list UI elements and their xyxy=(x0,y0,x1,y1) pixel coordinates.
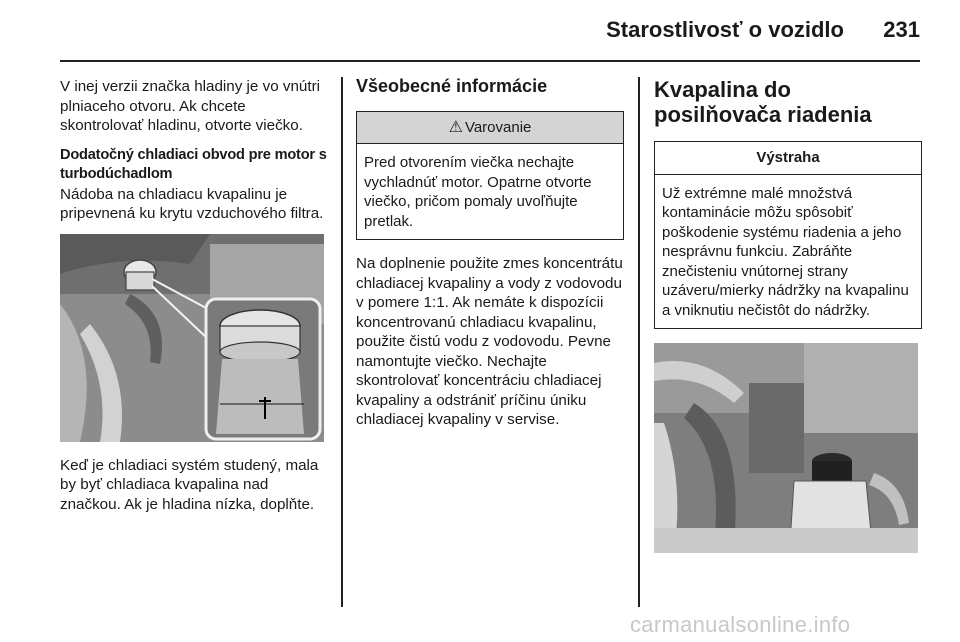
power-steering-heading: Kvapalina do posilňovača riadenia xyxy=(654,77,872,127)
warning-box-header xyxy=(357,112,623,145)
caution-text: Už extrémne malé množstvá kontaminácie môžu spôsobiť poškodenie systému riadenia a jeho nesprávnu funkciu. Zabráňte znečisteniu vnútornej strany uzáveru/mierky nádržky na kvapalinu a vniknutiu nečistôt do nádržky. xyxy=(662,184,909,319)
page-number: 231 xyxy=(883,17,920,42)
warning-title: Varovanie xyxy=(464,118,532,136)
reservoir-paragraph: Nádoba na chladiacu kvapalinu je pripevnená ku krytu vzduchového filtra. xyxy=(60,185,324,222)
column-3 xyxy=(654,77,922,553)
column-divider-2 xyxy=(638,77,640,607)
section-title: Starostlivosť o vozidlo xyxy=(606,17,844,42)
power-steering-reservoir-photo xyxy=(654,343,918,553)
warning-text: Pred otvorením viečka nechajte vychladnúť motor. Opatrne otvorte viečko, pričom pomaly uvoľňujte pretlak. xyxy=(364,154,592,230)
column-2 xyxy=(356,77,624,440)
caution-box xyxy=(654,141,922,329)
warning-triangle-icon: ⚠ xyxy=(448,118,463,136)
column-divider-1 xyxy=(341,77,343,607)
coolant-reservoir-photo xyxy=(60,234,324,442)
column-1 xyxy=(60,77,332,524)
general-info-heading: Všeobecné informácie xyxy=(356,76,548,96)
caution-title: Výstraha xyxy=(655,142,921,175)
turbo-cooling-subheading: Dodatočný chladiaci obvod pre motor s turbodúchadlom xyxy=(60,146,327,182)
warning-box xyxy=(356,111,624,241)
intro-paragraph: V inej verzii značka hladiny je vo vnútri plniaceho otvoru. Ak chcete skontrolovať hladinu, otvorte viečko. xyxy=(60,78,320,134)
cold-system-paragraph: Keď je chladiaci systém studený, mala by byť chladiaca kvapalina nad značkou. Ak je hladina nízka, doplňte. xyxy=(60,456,319,513)
page-header xyxy=(0,0,960,62)
refill-paragraph: Na doplnenie použite zmes koncentrátu chladiacej kvapaliny a vody z vodovodu v pomere 1:1. Ak nemáte k dispozícii koncentrovanú chladiacu kvapalinu, použite čistú vodu z vodovodu. Pevne namontujte viečko. Nechajte skontrolovať koncentráciu chladiacej kvapaliny a odstrániť príčinu úniku chladiacej kvapaliny v servise. xyxy=(356,255,623,428)
header-rule xyxy=(60,60,920,62)
watermark: carmanualsonline.info xyxy=(630,612,851,637)
